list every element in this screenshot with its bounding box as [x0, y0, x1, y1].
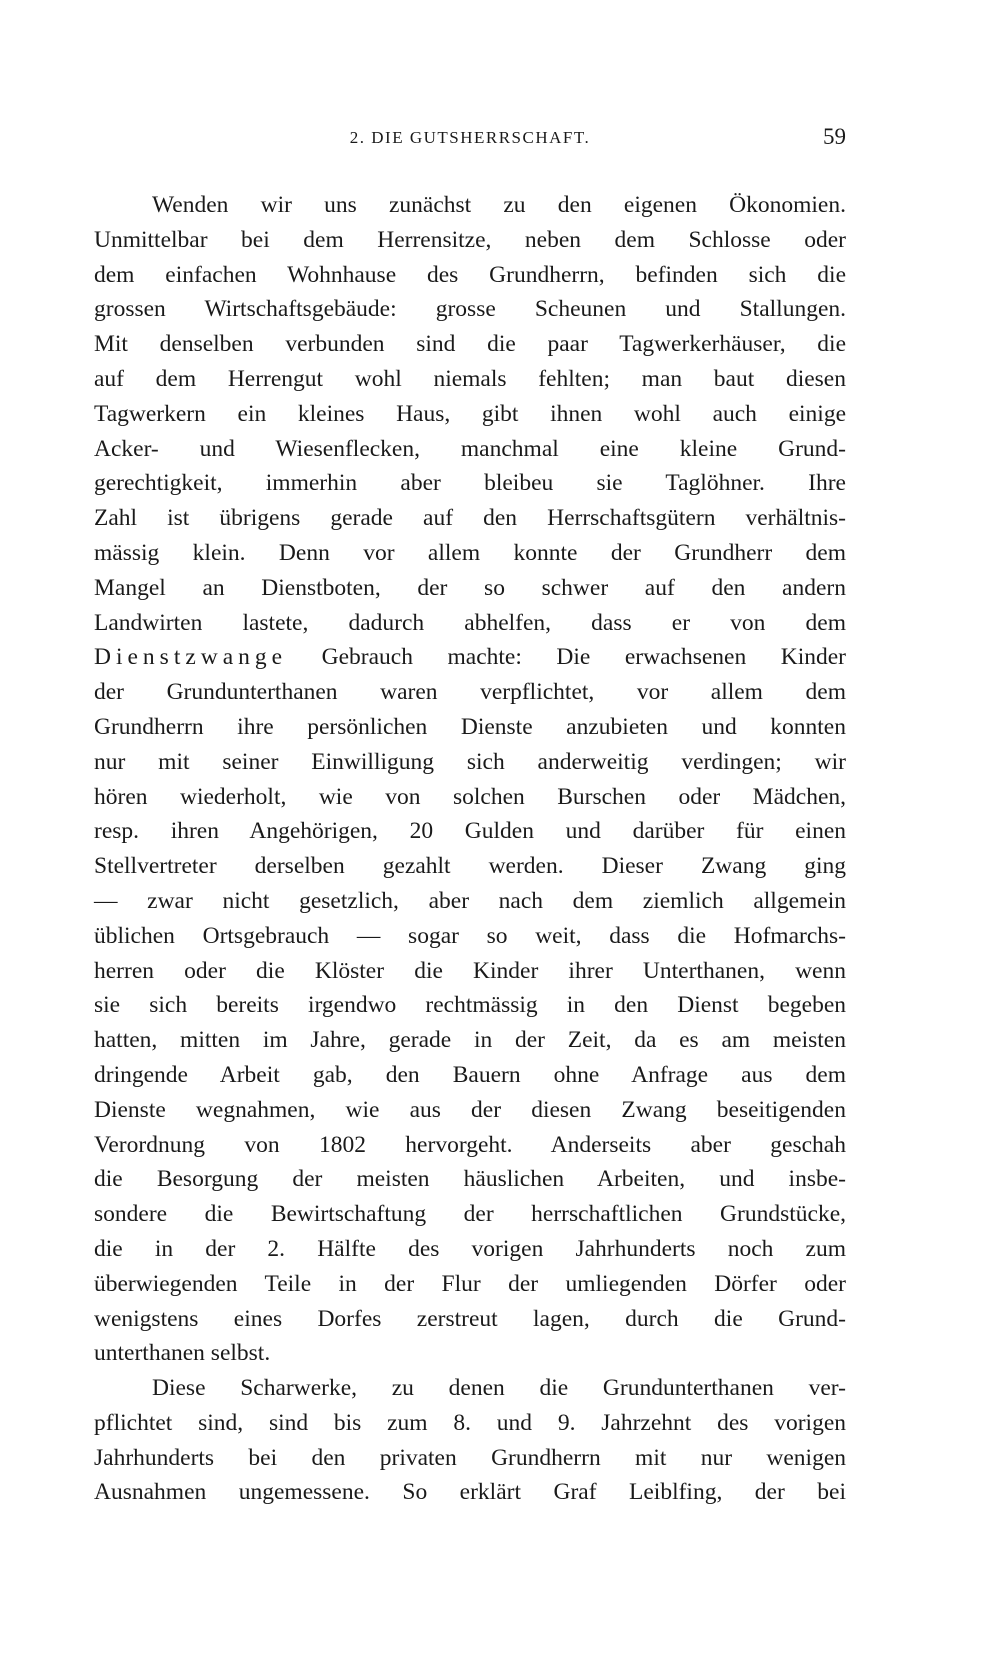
- text-line: sie sich bereits irgendwo rechtmässig in den Dienst begeben: [94, 992, 846, 1019]
- text-line: resp. ihren Angehörigen, 20 Gulden und darüber für einen: [94, 818, 846, 845]
- text-line: hören wiederholt, wie von solchen Burschen oder Mädchen,: [94, 783, 846, 810]
- text-line: Tagwerkern ein kleines Haus, gibt ihnen wohl auch einige: [94, 400, 846, 427]
- text-line: Dienste wegnahmen, wie aus der diesen Zwang beseitigenden: [94, 1096, 846, 1123]
- text-line: der Grundunterthanen waren verpflichtet, vor allem dem: [94, 679, 846, 706]
- text-line: mässig klein. Denn vor allem konnte der Grundherr dem: [94, 539, 846, 566]
- text-line-spaced-term: Dienstzwange Gebrauch machte: Die erwachsenen Kinder: [94, 644, 846, 671]
- text-line: — zwar nicht gesetzlich, aber nach dem ziemlich allgemein: [94, 887, 846, 914]
- text-line: grossen Wirtschaftsgebäude: grosse Scheunen und Stallungen.: [94, 296, 846, 323]
- text-line: auf dem Herrengut wohl niemals fehlten; man baut diesen: [94, 365, 846, 392]
- text-line: überwiegenden Teile in der Flur der umliegenden Dörfer oder: [94, 1270, 846, 1297]
- text-line: unterthanen selbst.: [94, 1340, 271, 1367]
- text-line: nur mit seiner Einwilligung sich anderweitig verdingen; wir: [94, 748, 846, 775]
- text-line: Diese Scharwerke, zu denen die Grundunterthanen ver-: [152, 1375, 846, 1402]
- text-line: Grundherrn ihre persönlichen Dienste anzubieten und konnten: [94, 713, 846, 740]
- text-line: Stellvertreter derselben gezahlt werden. Dieser Zwang ging: [94, 853, 846, 880]
- text-line: Unmittelbar bei dem Herrensitze, neben dem Schlosse oder: [94, 226, 846, 253]
- running-title: 2. DIE GUTSHERRSCHAFT.: [349, 128, 591, 147]
- text-line: die in der 2. Hälfte des vorigen Jahrhunderts noch zum: [94, 1235, 846, 1262]
- text-line: Mit denselben verbunden sind die paar Tagwerkerhäuser, die: [94, 331, 846, 358]
- text-line: üblichen Ortsgebrauch — sogar so weit, dass die Hofmarchs-: [94, 922, 846, 949]
- running-head: [94, 124, 846, 154]
- text-line: pflichtet sind, sind bis zum 8. und 9. Jahrzehnt des vorigen: [94, 1409, 846, 1436]
- spaced-term: Dienstzwange: [94, 644, 288, 671]
- text-line: Wenden wir uns zunächst zu den eigenen Ökonomien.: [152, 192, 846, 218]
- text-line: Jahrhunderts bei den privaten Grundherrn mit nur wenigen: [94, 1444, 846, 1471]
- text-line: Mangel an Dienstboten, der so schwer auf den andern: [94, 574, 846, 601]
- text-line: herren oder die Klöster die Kinder ihrer Unterthanen, wenn: [94, 957, 846, 984]
- text-line: sondere die Bewirtschaftung der herrschaftlichen Grundstücke,: [94, 1201, 846, 1228]
- text-line: Zahl ist übrigens gerade auf den Herrschaftsgütern verhältnis-: [94, 505, 846, 532]
- text-line: wenigstens eines Dorfes zerstreut lagen, durch die Grund-: [94, 1305, 846, 1332]
- text-line: dringende Arbeit gab, den Bauern ohne Anfrage aus dem: [94, 1061, 846, 1088]
- page-number: 59: [823, 124, 846, 149]
- text-line: dem einfachen Wohnhause des Grundherrn, befinden sich die: [94, 261, 846, 288]
- text-line: Verordnung von 1802 hervorgeht. Anderseits aber geschah: [94, 1131, 846, 1158]
- body-text: [94, 188, 846, 1510]
- text-line: gerechtigkeit, immerhin aber bleibeu sie Taglöhner. Ihre: [94, 470, 846, 497]
- text-line: Landwirten lastete, dadurch abhelfen, dass er von dem: [94, 609, 846, 636]
- text-line: Acker- und Wiesenflecken, manchmal eine kleine Grund-: [94, 435, 846, 462]
- text-line: hatten, mitten im Jahre, gerade in der Zeit, da es am meisten: [94, 1027, 846, 1054]
- text-line: die Besorgung der meisten häuslichen Arbeiten, und insbe-: [94, 1166, 846, 1193]
- text-line: Ausnahmen ungemessene. So erklärt Graf Leiblfing, der bei: [94, 1479, 846, 1506]
